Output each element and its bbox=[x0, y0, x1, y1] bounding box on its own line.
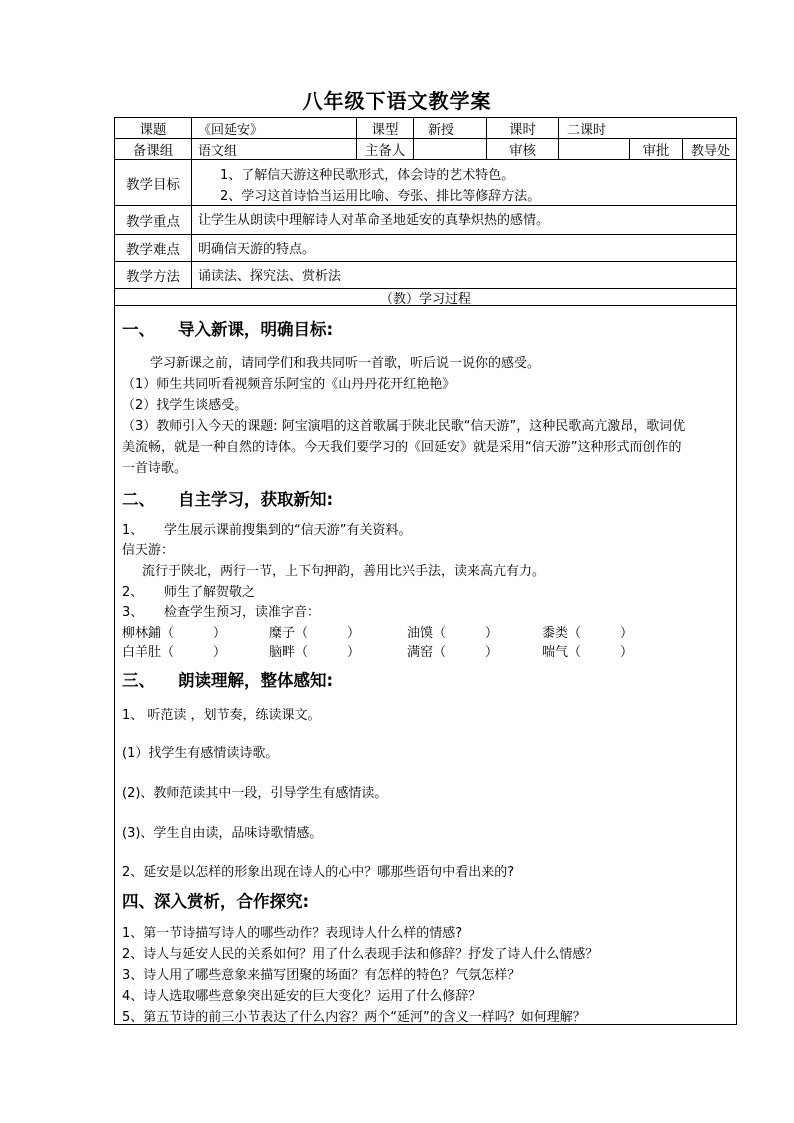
process-header: （教）学习过程 bbox=[379, 291, 471, 305]
pinyin-blank: 糜子（ ） bbox=[269, 626, 361, 641]
section-heading: 二、 自主学习，获取新知: bbox=[122, 490, 334, 509]
lead-label: 主备人 bbox=[357, 139, 414, 159]
goals-row bbox=[115, 160, 736, 206]
list-item: 1、 学生展示课前搜集到的“信天游”有关资料。 bbox=[122, 523, 412, 538]
paragraph-line: (1）找学生有感情读诗歌。 bbox=[122, 746, 279, 761]
header-row-2 bbox=[115, 139, 736, 160]
key-points-row bbox=[115, 206, 736, 235]
review-label: 审核 bbox=[487, 139, 559, 159]
hours-value: 二课时 bbox=[567, 122, 607, 138]
list-item: 2、 师生了解贺敬之 bbox=[122, 585, 256, 600]
process-content bbox=[115, 306, 736, 1024]
lesson-plan-table bbox=[114, 117, 737, 1025]
difficult-points-label: 教学难点 bbox=[115, 235, 192, 261]
type-value: 新授 bbox=[414, 118, 487, 138]
paragraph-line: 一首诗歌。 bbox=[122, 461, 188, 476]
lesson-label: 课题 bbox=[115, 118, 192, 138]
list-item: 3、 检查学生预习，读准字音： bbox=[122, 605, 321, 620]
page-title: 八年级下语文教学案 bbox=[302, 89, 492, 113]
review-value bbox=[559, 139, 630, 159]
pinyin-blank: 满窑（ ） bbox=[407, 645, 499, 660]
lesson-value: 《回延安》 bbox=[192, 118, 357, 138]
pinyin-blank: 油馍（ ） bbox=[407, 626, 499, 641]
paragraph-line: 美流畅，就是一种自然的诗体。今天我们要学习的《回延安》就是采用“信天游”这种形式而创作的 bbox=[122, 440, 682, 455]
approve-label: 审批 bbox=[630, 139, 683, 159]
approve-value: 教导处 bbox=[690, 143, 730, 159]
goals-content bbox=[192, 160, 736, 205]
pinyin-blank: 柳林鋪（ ） bbox=[122, 626, 227, 641]
paragraph-line: 2、延安是以怎样的形象出现在诗人的心中？哪那些语句中看出来的? bbox=[122, 865, 515, 880]
group-label: 备课组 bbox=[115, 139, 192, 159]
section-heading: 三、 朗读理解，整体感知: bbox=[122, 671, 334, 690]
paragraph-line: (2)、教师范读其中一段，引导学生有感情读。 bbox=[122, 786, 388, 801]
key-points-text: 让学生从朗读中理解诗人对革命圣地延安的真挚炽热的感情。 bbox=[198, 213, 550, 228]
pinyin-blank: 白羊肚（ ） bbox=[122, 645, 227, 660]
paragraph-line: （1）师生共同听看视频音乐阿宝的《山丹丹花开红艳艳》 bbox=[122, 377, 456, 392]
paragraph-line: 5、第五节诗的前三小节表达了什么内容？两个“延河”的含义一样吗？如何理解？ bbox=[122, 1010, 586, 1025]
methods-row bbox=[115, 262, 736, 289]
paragraph-line: （3）教师引入今天的课题: 阿宝演唱的这首歌属于陕北民歌“信天游”，这种民歌高亢激昂，歌词优 bbox=[122, 419, 686, 434]
methods-text: 诵读法、探究法、赏析法 bbox=[198, 269, 342, 284]
paragraph-line: 3、诗人用了哪些意象来描写团聚的场面？有怎样的特色？气氛怎样？ bbox=[122, 968, 521, 983]
hours-label: 课时 bbox=[487, 118, 559, 138]
paragraph-line: 1、 听范读 ，划节奏，练读课文。 bbox=[122, 708, 321, 723]
paragraph-line: 流行于陕北，两行一节，上下句押韵，善用比兴手法，读来高亢有力。 bbox=[142, 564, 546, 579]
pinyin-blank: 喘气（ ） bbox=[542, 645, 634, 660]
paragraph-line: (3)、学生自由读，品味诗歌情感。 bbox=[122, 826, 323, 841]
goal-item: 2、学习这首诗恰当运用比喻、夸张、排比等修辞方法。 bbox=[220, 189, 541, 204]
paragraph-line: 4、诗人选取哪些意象突出延安的巨大变化？运用了什么修辞？ bbox=[122, 989, 482, 1004]
lead-value bbox=[414, 139, 487, 159]
section-heading: 四、深入赏析，合作探究: bbox=[122, 892, 310, 911]
key-points-label: 教学重点 bbox=[115, 206, 192, 234]
process-header-row bbox=[115, 289, 736, 306]
pinyin-blank: 黍类（ ） bbox=[542, 626, 634, 641]
group-value: 语文组 bbox=[192, 139, 357, 159]
goal-item: 1、了解信天游这种民歌形式，体会诗的艺术特色。 bbox=[220, 168, 515, 183]
section-heading: 一、 导入新课，明确目标: bbox=[122, 320, 334, 339]
paragraph-line: 信天游： bbox=[122, 543, 175, 558]
difficult-points-row bbox=[115, 235, 736, 262]
type-label: 课型 bbox=[357, 118, 414, 138]
difficult-points-text: 明确信天游的特点。 bbox=[198, 242, 316, 257]
paragraph-line: 1、第一节诗描写诗人的哪些动作？表现诗人什么样的情感? bbox=[122, 926, 463, 941]
goals-label: 教学目标 bbox=[115, 160, 192, 205]
pinyin-blank: 脑畔（ ） bbox=[269, 645, 361, 660]
methods-label: 教学方法 bbox=[115, 262, 192, 288]
paragraph-line: 2、诗人与延安人民的关系如何？用了什么表现手法和修辞？抒发了诗人什么情感？ bbox=[122, 947, 599, 962]
header-row-1 bbox=[115, 118, 736, 139]
paragraph-line: （2）找学生谈感受。 bbox=[122, 398, 248, 413]
paragraph-line: 学习新课之前，请同学们和我共同听一首歌，听后说一说你的感受。 bbox=[150, 356, 541, 371]
